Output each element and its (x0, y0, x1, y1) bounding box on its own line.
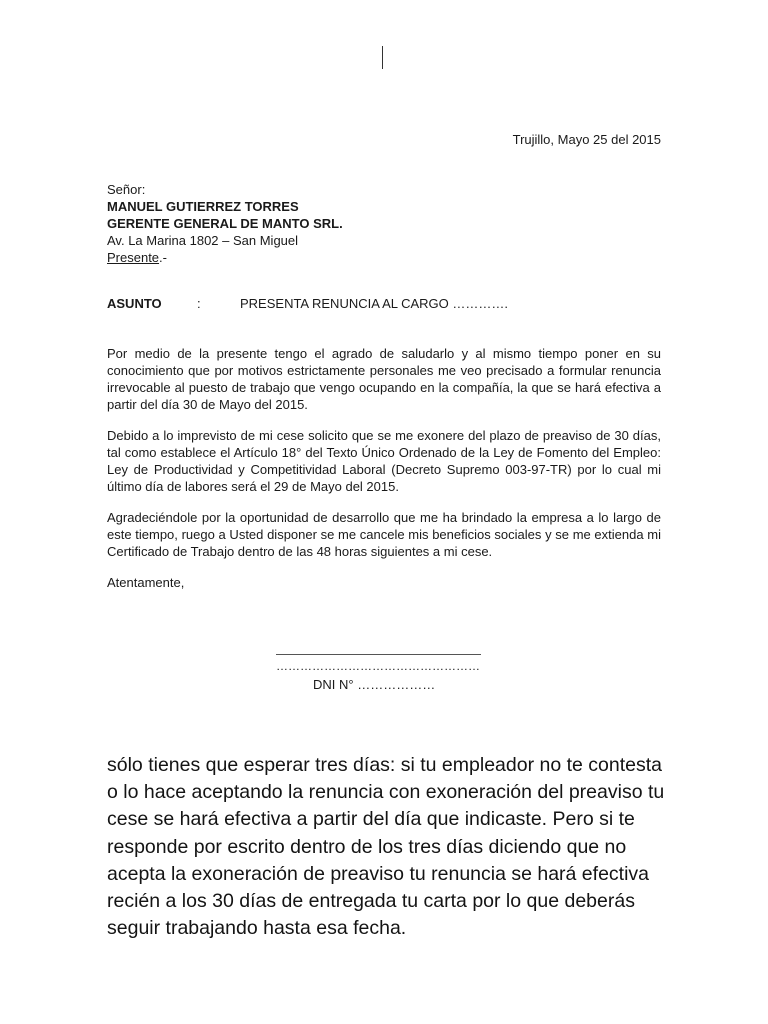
addressee-block (107, 181, 343, 266)
signature-name-placeholder: …………………………………………… (276, 659, 480, 673)
recipient-name: MANUEL GUTIERREZ TORRES (107, 199, 299, 214)
letter-date: Trujillo, Mayo 25 del 2015 (512, 132, 661, 147)
text-cursor (382, 46, 383, 69)
salutation: Señor: (107, 182, 146, 197)
presente-line (107, 249, 343, 266)
body-paragraph-2: Debido a lo imprevisto de mi cese solicito que se me exonere del plazo de preaviso de 30 días, tal como establece el Artículo 18° del Texto Único Ordenado de la Ley de Fomento del Empleo: Ley de Productividad y Competitividad Laboral (Decreto Supremo 003-97-TR) por lo cual mi último día de labores será el 29 de Mayo del 2015. (107, 428, 661, 494)
recipient-address: Av. La Marina 1802 – San Miguel (107, 233, 299, 248)
subject-label: ASUNTO (107, 296, 162, 311)
signature-line (276, 654, 481, 655)
presente-suffix: .- (159, 250, 167, 265)
body-paragraph-1: Por medio de la presente tengo el agrado de saludarlo y al mismo tiempo poner en su conocimiento que por motivos estrictamente personales me veo precisado a formular renuncia irrevocable al puesto de trabajo que vengo ocupando en la compañía, la que se hará efectiva a partir del día 30 de Mayo del 2015. (107, 346, 661, 412)
subject-text: PRESENTA RENUNCIA AL CARGO …………. (240, 296, 508, 311)
signature-dni: DNI N° ……………… (313, 677, 436, 692)
recipient-title: GERENTE GENERAL DE MANTO SRL. (107, 216, 343, 231)
subject-colon: : (197, 296, 201, 311)
body-paragraph-3: Agradeciéndole por la oportunidad de desarrollo que me ha brindado la empresa a lo largo de este tiempo, ruego a Usted disponer se me cancele mis beneficios sociales y se me extienda mi Certificado de Trabajo dentro de las 48 horas siguientes a mi cese. (107, 510, 661, 559)
explanatory-note: sólo tienes que esperar tres días: si tu empleador no te contesta o lo hace aceptando la renuncia con exoneración del preaviso tu cese se hará efectiva a partir del día que indicaste. Pero si te responde por escrito dentro de los tres días diciendo que no acepta la exoneración de preaviso tu renuncia se hará efectiva recién a los 30 días de entregada tu carta por lo que deberás seguir trabajando hasta esa fecha. (107, 754, 665, 940)
closing: Atentamente, (107, 575, 185, 590)
presente-word: Presente (107, 250, 160, 265)
